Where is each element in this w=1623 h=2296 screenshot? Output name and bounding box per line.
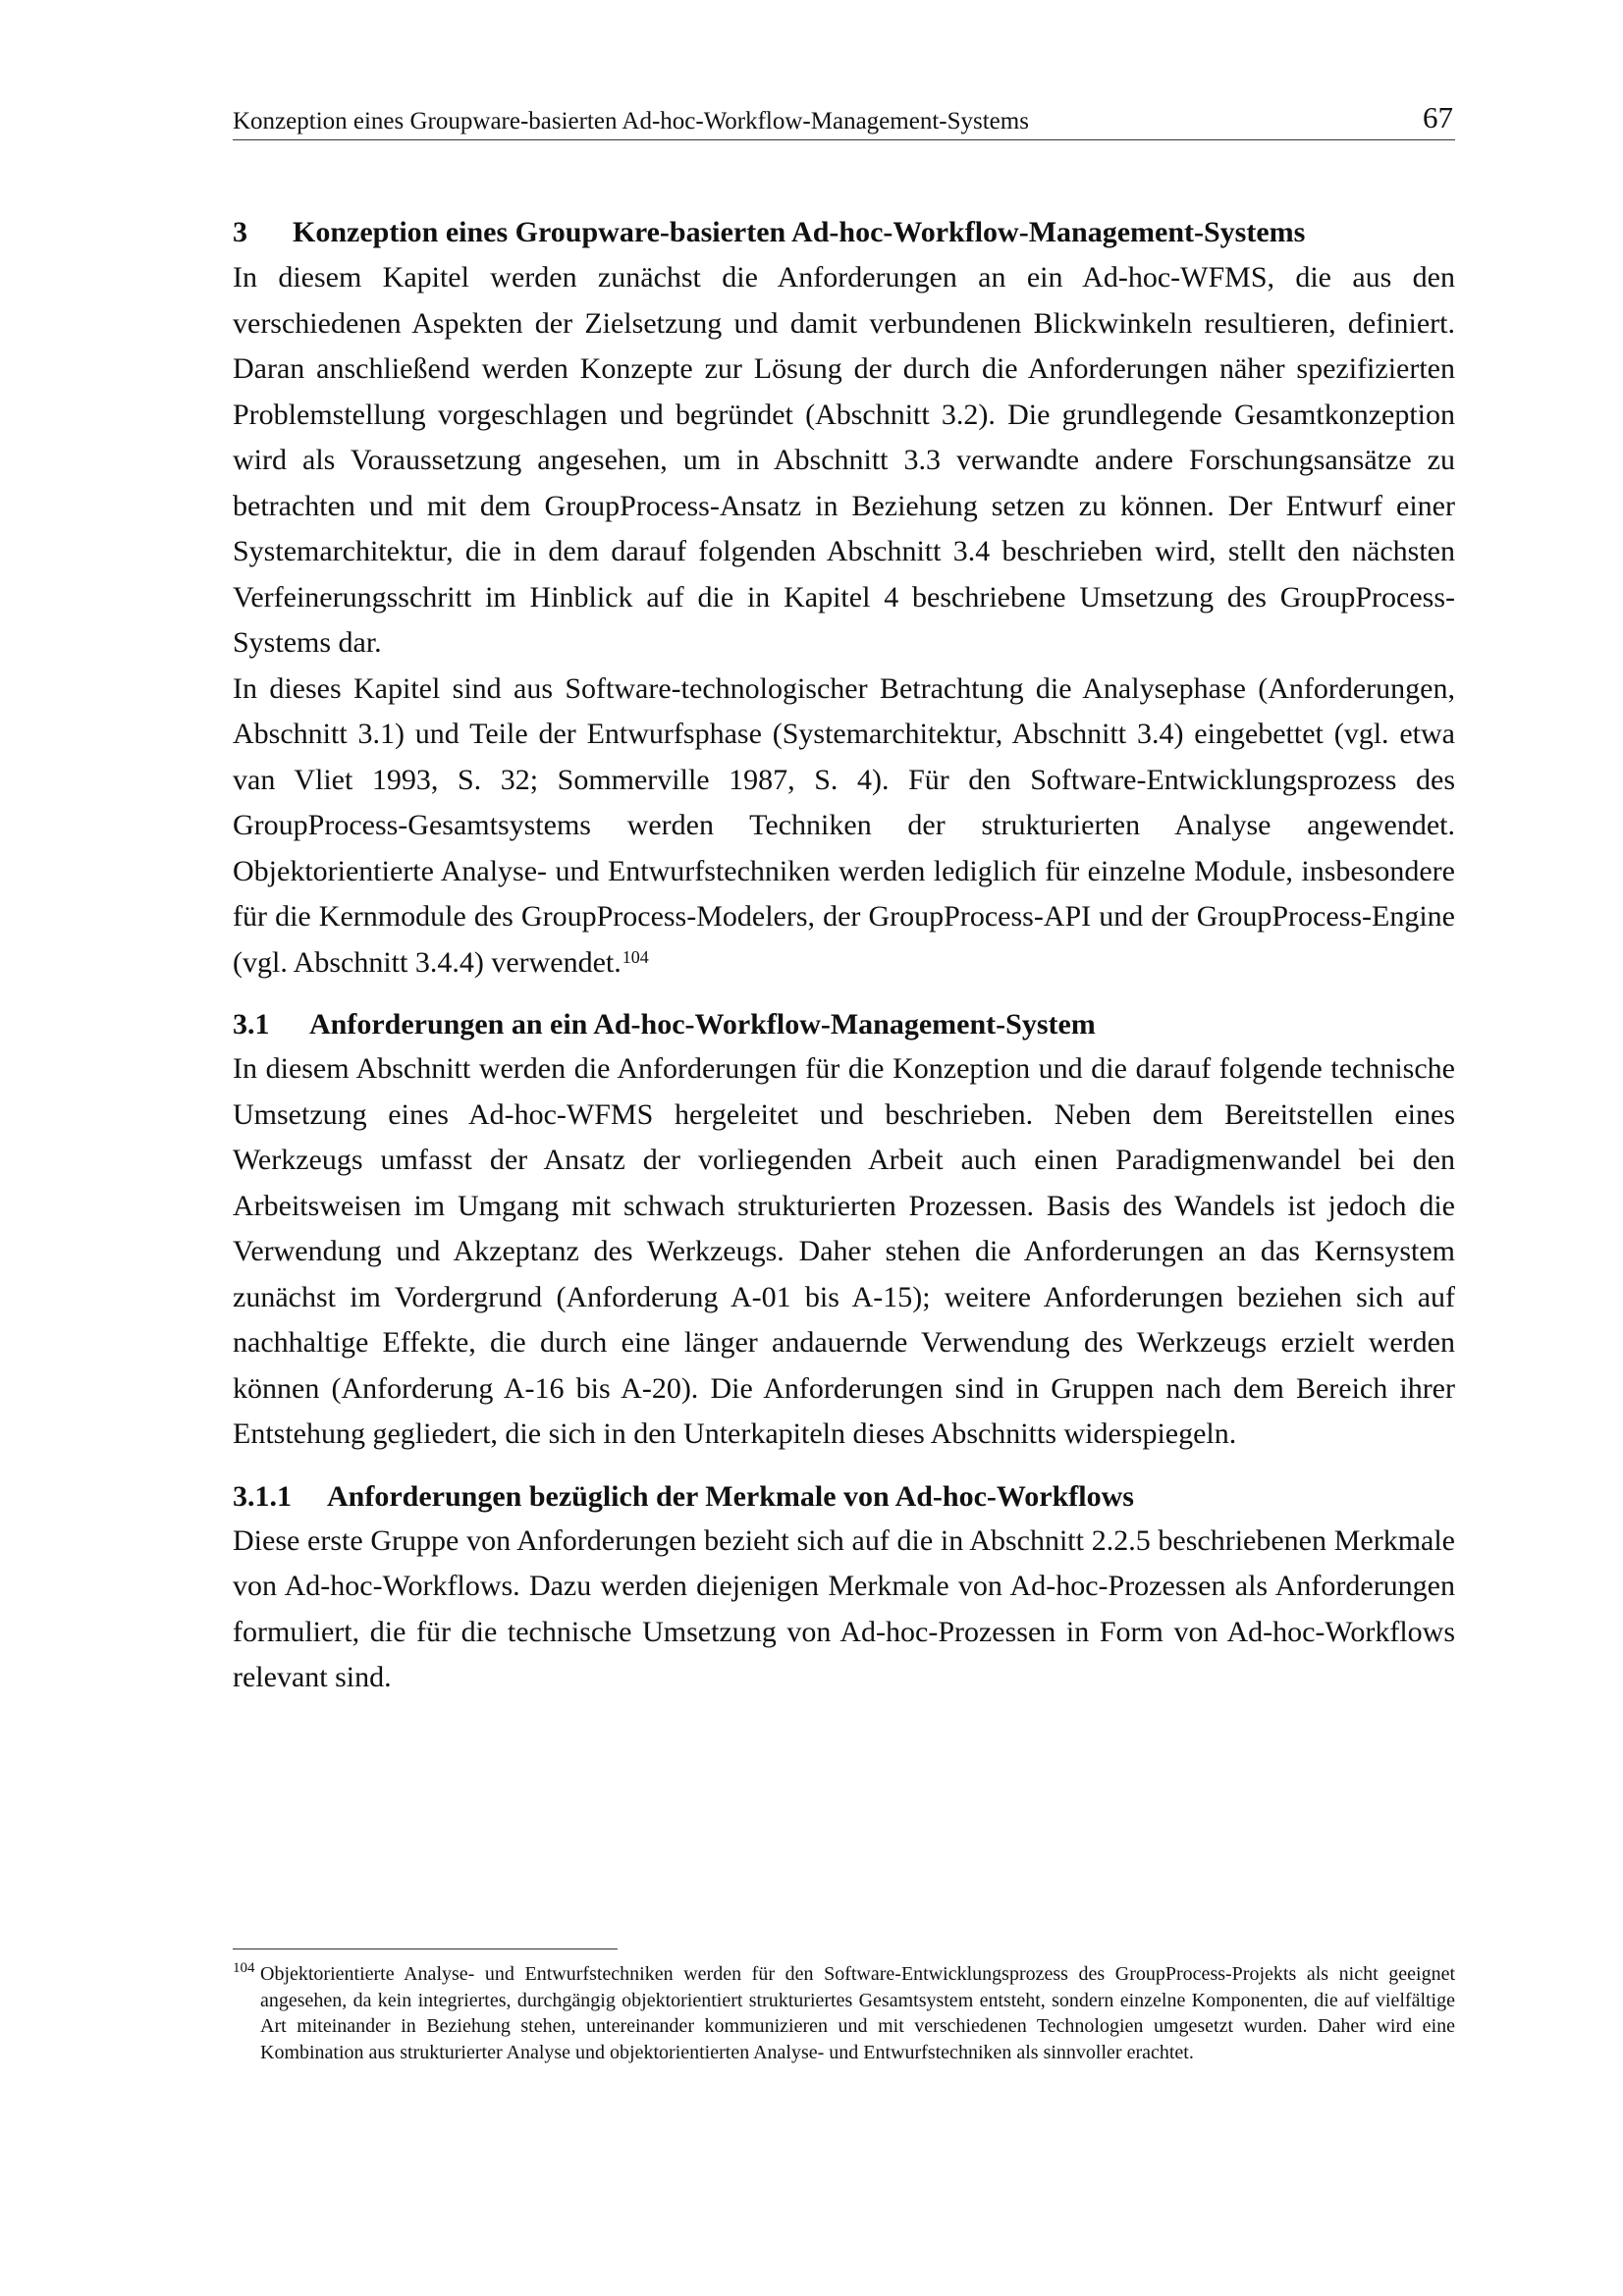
footnote: [233, 1961, 1455, 2065]
footnote-text: Objektorientierte Analyse- und Entwurfstechniken werden für den Software-Entwicklungsprozess des GroupProcess-Projekts als nicht geeignet angesehen, da kein integriertes, durchgängig objektorientiert strukturiertes Gesamtsystem entsteht, sondern einzelne Komponenten, die auf vielfältige Art miteinander in Beziehung stehen, untereinander kommunizieren und mit verschiedenen Technologien umgesetzt wurden. Daher wird eine Kombination aus strukturierter Analyse und objektorientierten Analyse- und Entwurfstechniken als sinnvoller erachtet.: [260, 1963, 1455, 2063]
section-heading: [233, 1003, 1455, 1046]
page-number: 67: [1423, 100, 1453, 134]
subsection-paragraph-1: Diese erste Gruppe von Anforderungen bezieht sich auf die in Abschnitt 2.2.5 beschriebenen Merkmale von Ad-hoc-Workflows. Dazu werden diejenigen Merkmale von Ad-hoc-Prozessen als Anforderungen formuliert, die für die technische Umsetzung von Ad-hoc-Prozessen in Form von Ad-hoc-Workflows relevant sind.: [233, 1523, 1455, 1693]
footnote-reference: 104: [622, 946, 649, 967]
chapter-intro-paragraph-2-text: In dieses Kapitel sind aus Software-technologischer Betrachtung die Analysephase (Anforderungen, Abschnitt 3.1) und Teile der Entwurfsphase (Systemarchitektur, Abschnitt 3.4) eingebettet (vgl. etwa van Vliet 1993, S. 32; Sommerville 1987, S. 4). Für den Software-Entwicklungsprozess des GroupProcess-Gesamtsystems werden Techniken der strukturierten Analyse angewendet. Objektorientierte Analyse- und Entwurfstechniken werden lediglich für einzelne Module, insbesondere für die Kernmodule des GroupProcess-Modelers, der GroupProcess-API und der GroupProcess-Engine (vgl. Abschnitt 3.4.4) verwendet.: [233, 671, 1455, 979]
chapter-intro-paragraph-1: In diesem Kapitel werden zunächst die Anforderungen an ein Ad-hoc-WFMS, die aus den verschiedenen Aspekten der Zielsetzung und damit verbundenen Blickwinkeln resultieren, definiert. Daran anschließend werden Konzepte zur Lösung der durch die Anforderungen näher spezifizierten Problemstellung vorgeschlagen und begründet (Abschnitt 3.2). Die grundlegende Gesamtkonzeption wird als Voraussetzung angesehen, um in Abschnitt 3.3 verwandte andere Forschungsansätze zu betrachten und mit dem GroupProcess-Ansatz in Beziehung setzen zu können. Der Entwurf einer Systemarchitektur, die in dem darauf folgenden Abschnitt 3.4 beschrieben wird, stellt den nächsten Verfeinerungsschritt im Hinblick auf die in Kapitel 4 beschriebene Umsetzung des GroupProcess-Systems dar.: [233, 261, 1455, 659]
document-page: [233, 0, 1455, 2296]
running-title: Konzeption eines Groupware-basierten Ad-hoc-Workflow-Management-Systems: [233, 108, 1029, 134]
running-header: [233, 98, 1455, 140]
section-title: Anforderungen an ein Ad-hoc-Workflow-Management-System: [309, 1008, 1096, 1041]
footnote-number: 104: [233, 1960, 255, 1976]
subsection-heading: [233, 1475, 1455, 1519]
chapter-intro-paragraph-2: [233, 667, 1455, 987]
section-number: 3.1: [233, 1008, 270, 1041]
chapter-title: Konzeption eines Groupware-basierten Ad-hoc-Workflow-Management-Systems: [293, 216, 1306, 248]
subsection-number: 3.1.1: [233, 1479, 292, 1513]
main-content: [233, 211, 1455, 1701]
chapter-heading: [233, 211, 1455, 254]
section-paragraph-1: In diesem Abschnitt werden die Anforderungen für die Konzeption und die darauf folgende technische Umsetzung eines Ad-hoc-WFMS hergeleitet und beschrieben. Neben dem Bereitstellen eines Werkzeugs umfasst der Ansatz der vorliegenden Arbeit auch einen Paradigmenwandel bei den Arbeitsweisen im Umgang mit schwach strukturierten Prozessen. Basis des Wandels ist jedoch die Verwendung und Akzeptanz des Werkzeugs. Daher stehen die Anforderungen an das Kernsystem zunächst im Vordergrund (Anforderung A-01 bis A-15); weitere Anforderungen beziehen sich auf nachhaltige Effekte, die durch eine länger andauernde Verwendung des Werkzeugs erzielt werden können (Anforderung A-16 bis A-20). Die Anforderungen sind in Gruppen nach dem Bereich ihrer Entstehung gegliedert, die sich in den Unterkapiteln dieses Abschnitts widerspiegeln.: [233, 1052, 1455, 1450]
chapter-number: 3: [233, 216, 247, 248]
subsection-title: Anforderungen bezüglich der Merkmale von Ad-hoc-Workflows: [327, 1479, 1134, 1513]
